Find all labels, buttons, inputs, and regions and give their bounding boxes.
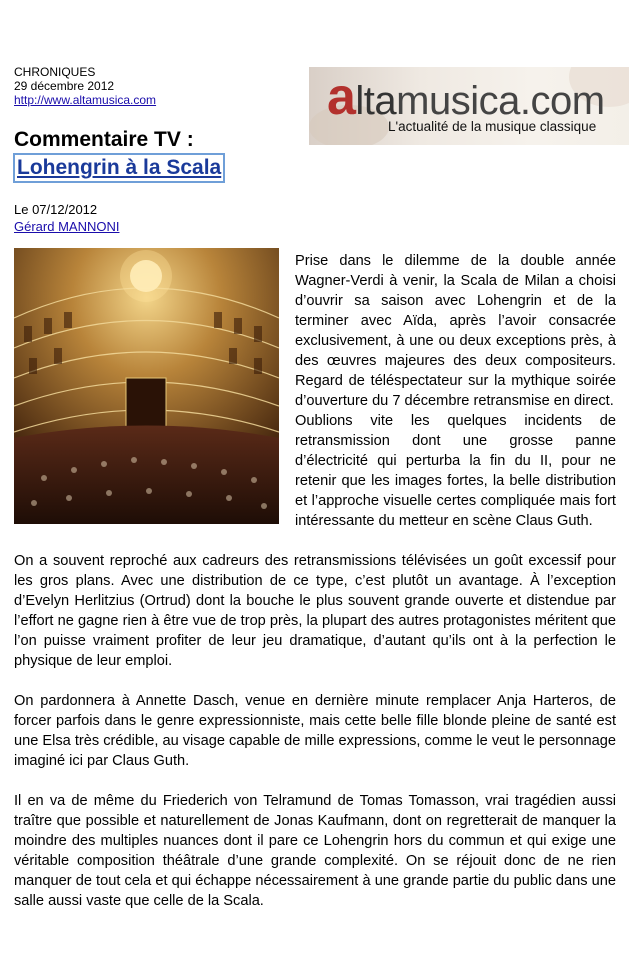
- publish-date: 29 décembre 2012: [14, 79, 115, 93]
- article-title-link[interactable]: Lohengrin à la Scala: [13, 153, 225, 183]
- byline: [14, 201, 119, 235]
- article-date: Le 07/12/2012: [14, 202, 98, 217]
- article-paragraph: On a souvent reproché aux cadreurs des retransmissions télévisées un goût excessif pour les gros plans. Avec une distribution de ce type, c’est plutôt un avantage. À l’exception d’Evelyn Herlitzius (Ortrud) dont la bouche le plus souvent grande ouverte et distendue par l’effort ne gagne rien à être vue de trop près, la plupart des autres protagonistes méritent que l’on puisse vraiment profiter de leur jeu dramatique, d’autant qu’ils ont à la perfection le physique de leur emploi.: [14, 553, 616, 669]
- altamusica-logo[interactable]: [309, 67, 629, 145]
- section-label: CHRONIQUES: [14, 65, 96, 79]
- logo-wordmark: altamusica.com: [327, 68, 605, 126]
- article-paragraph: On pardonnera à Annette Dasch, venue en dernière minute remplacer Anja Harteros, de forcer parfois dans le genre expressionniste, mais cette belle fille blonde pleine de santé est une Elsa très crédible, au visage capable de mille expressions, comme le veut le personnage imaginé ici par Claus Guth.: [14, 693, 616, 769]
- article-meta: [14, 65, 156, 107]
- article-body: [14, 251, 616, 931]
- image-float-spacer: [14, 251, 279, 551]
- article-kicker: Commentaire TV :: [14, 128, 194, 151]
- article-paragraph: Prise dans le dilemme de la double année Wagner-Verdi à venir, la Scala de Milan a choisi d’ouvrir sa saison avec Lohengrin et de la terminer avec Aïda, après l’avoir consacrée exclusivement, à une ou deux exceptions près, à des œuvres majeures des deux compositeurs. Regard de téléspectateur sur la mythique soirée d’ouverture du 7 décembre retransmise en direct.: [295, 253, 616, 409]
- site-link[interactable]: http://www.altamusica.com: [14, 93, 157, 107]
- article-paragraph: Il en va de même du Friederich von Telramund de Tomas Tomasson, vrai tragédien aussi traître que possible et naturellement de Jonas Kaufmann, dont on regretterait de manquer la moindre des multiples nuances dont il pare ce Lohengrin hors du commun et qui exige une véritable composition théâtrale d’une grande complexité. On se réjouit donc de ne rien manquer de tout cela et qui échappe nécessairement à une grande partie du public dans une salle aussi vaste que celle de la Scala.: [14, 793, 616, 909]
- author-link[interactable]: Gérard MANNONI: [14, 219, 120, 234]
- article-paragraph: Oublions vite les quelques incidents de retransmission dont une grosse panne d’électricité qui perturba la fin du II, pour ne retenir que les images fortes, la belle distribution et l’approche visuelle certes compliquée mais fort intéressante du metteur en scène Claus Guth.: [295, 413, 616, 529]
- logo-tagline: L'actualité de la musique classique: [388, 119, 597, 134]
